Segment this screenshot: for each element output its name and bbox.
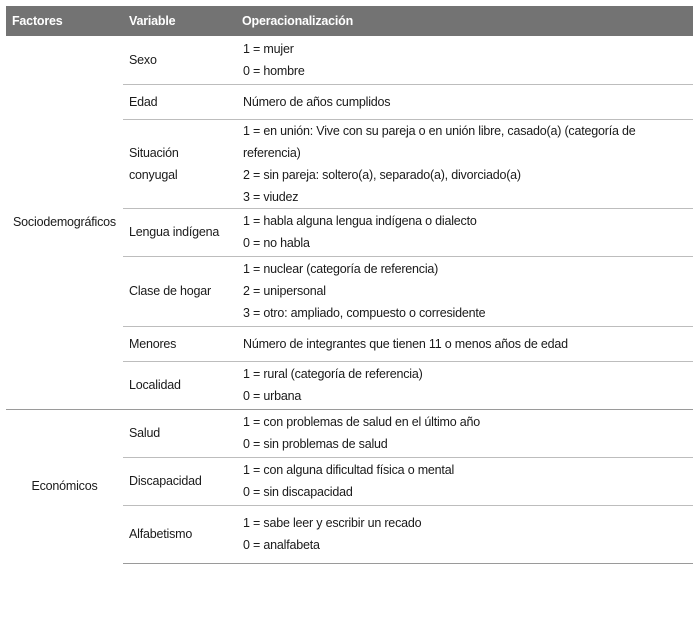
factor-cell: Económicos — [6, 409, 123, 563]
variable-cell — [123, 409, 236, 457]
factor-cell: Sociodemográficos — [13, 215, 116, 230]
operacionalizacion-text: 2 = unipersonal — [243, 284, 326, 298]
header-operacionalizacion: Operacionalización — [236, 6, 693, 36]
variable-cell — [123, 84, 236, 119]
operacionalizacion-cell — [236, 505, 693, 563]
operacionalizacion-text: 0 = analfabeta — [243, 538, 320, 552]
operacionalizacion-text: 0 = urbana — [243, 389, 302, 403]
operacionalizacion-cell — [236, 256, 693, 326]
operacionalizacion-text: 3 = otro: ampliado, compuesto o corresidente — [243, 306, 486, 320]
operacionalizacion-text: 0 = no habla — [243, 236, 310, 250]
variable-cell — [123, 36, 236, 84]
operacionalizacion-text: 1 = con problemas de salud en el último año — [243, 415, 481, 429]
variable-cell — [123, 326, 236, 361]
variable-text: Edad — [129, 94, 158, 109]
operacionalizacion-text: 2 = sin pareja: soltero(a), separado(a), divorciado(a) — [243, 167, 521, 182]
variable-text: Situación — [129, 145, 179, 160]
operacionalizacion-cell — [236, 326, 693, 361]
variable-text: conyugal — [129, 167, 178, 182]
operacionalizacion-text: 0 = hombre — [243, 63, 305, 78]
operacionalizacion-text: Número de integrantes que tienen 11 o menos años de edad — [243, 336, 568, 351]
operacionalizacion-cell — [236, 36, 693, 84]
operacionalizacion-text: 1 = nuclear (categoría de referencia) — [243, 262, 439, 276]
variable-text: Alfabetismo — [129, 527, 193, 541]
operacionalizacion-text: 1 = mujer — [243, 41, 294, 56]
operacionalizacion-cell — [236, 208, 693, 256]
table-row — [6, 409, 693, 457]
operacionalizacion-cell — [236, 361, 693, 409]
table-row — [6, 36, 693, 84]
table-body — [6, 36, 693, 563]
variable-text: Localidad — [129, 378, 181, 392]
variable-text: Clase de hogar — [129, 284, 211, 298]
variable-text: Menores — [129, 336, 177, 351]
variable-cell — [123, 505, 236, 563]
header-row — [6, 6, 693, 36]
operacionalizacion-cell — [236, 409, 693, 457]
operacionalizacion-text: 1 = en unión: Vive con su pareja o en unión libre, casado(a) (categoría de referencia) — [243, 123, 636, 160]
operacionalizacion-text: 1 = rural (categoría de referencia) — [243, 367, 423, 381]
variable-text: Lengua indígena — [129, 225, 220, 239]
operacionalizacion-text: 1 = con alguna dificultad física o mental — [243, 463, 455, 477]
header-factores: Factores — [6, 6, 123, 36]
operacionalizacion-text: Número de años cumplidos — [243, 94, 391, 109]
header-variable: Variable — [123, 6, 236, 36]
operacionalizacion-text: 1 = habla alguna lengua indígena o dialecto — [243, 214, 477, 228]
operacionalizacion-cell — [236, 457, 693, 505]
operacionalizacion-text: 1 = sabe leer y escribir un recado — [243, 516, 422, 530]
variable-cell — [123, 256, 236, 326]
operacionalizacion-text: 0 = sin problemas de salud — [243, 437, 388, 451]
variable-text: Salud — [129, 426, 160, 440]
variable-cell — [123, 457, 236, 505]
variable-cell — [123, 361, 236, 409]
operacionalizacion-cell — [236, 119, 693, 208]
variable-cell — [123, 208, 236, 256]
variable-text: Discapacidad — [129, 474, 202, 488]
variables-table — [6, 6, 693, 564]
variable-text: Sexo — [129, 52, 157, 67]
operacionalizacion-cell — [236, 84, 693, 119]
operacionalizacion-text: 3 = viudez — [243, 189, 299, 204]
operacionalizacion-text: 0 = sin discapacidad — [243, 485, 353, 499]
variable-cell — [123, 119, 236, 208]
